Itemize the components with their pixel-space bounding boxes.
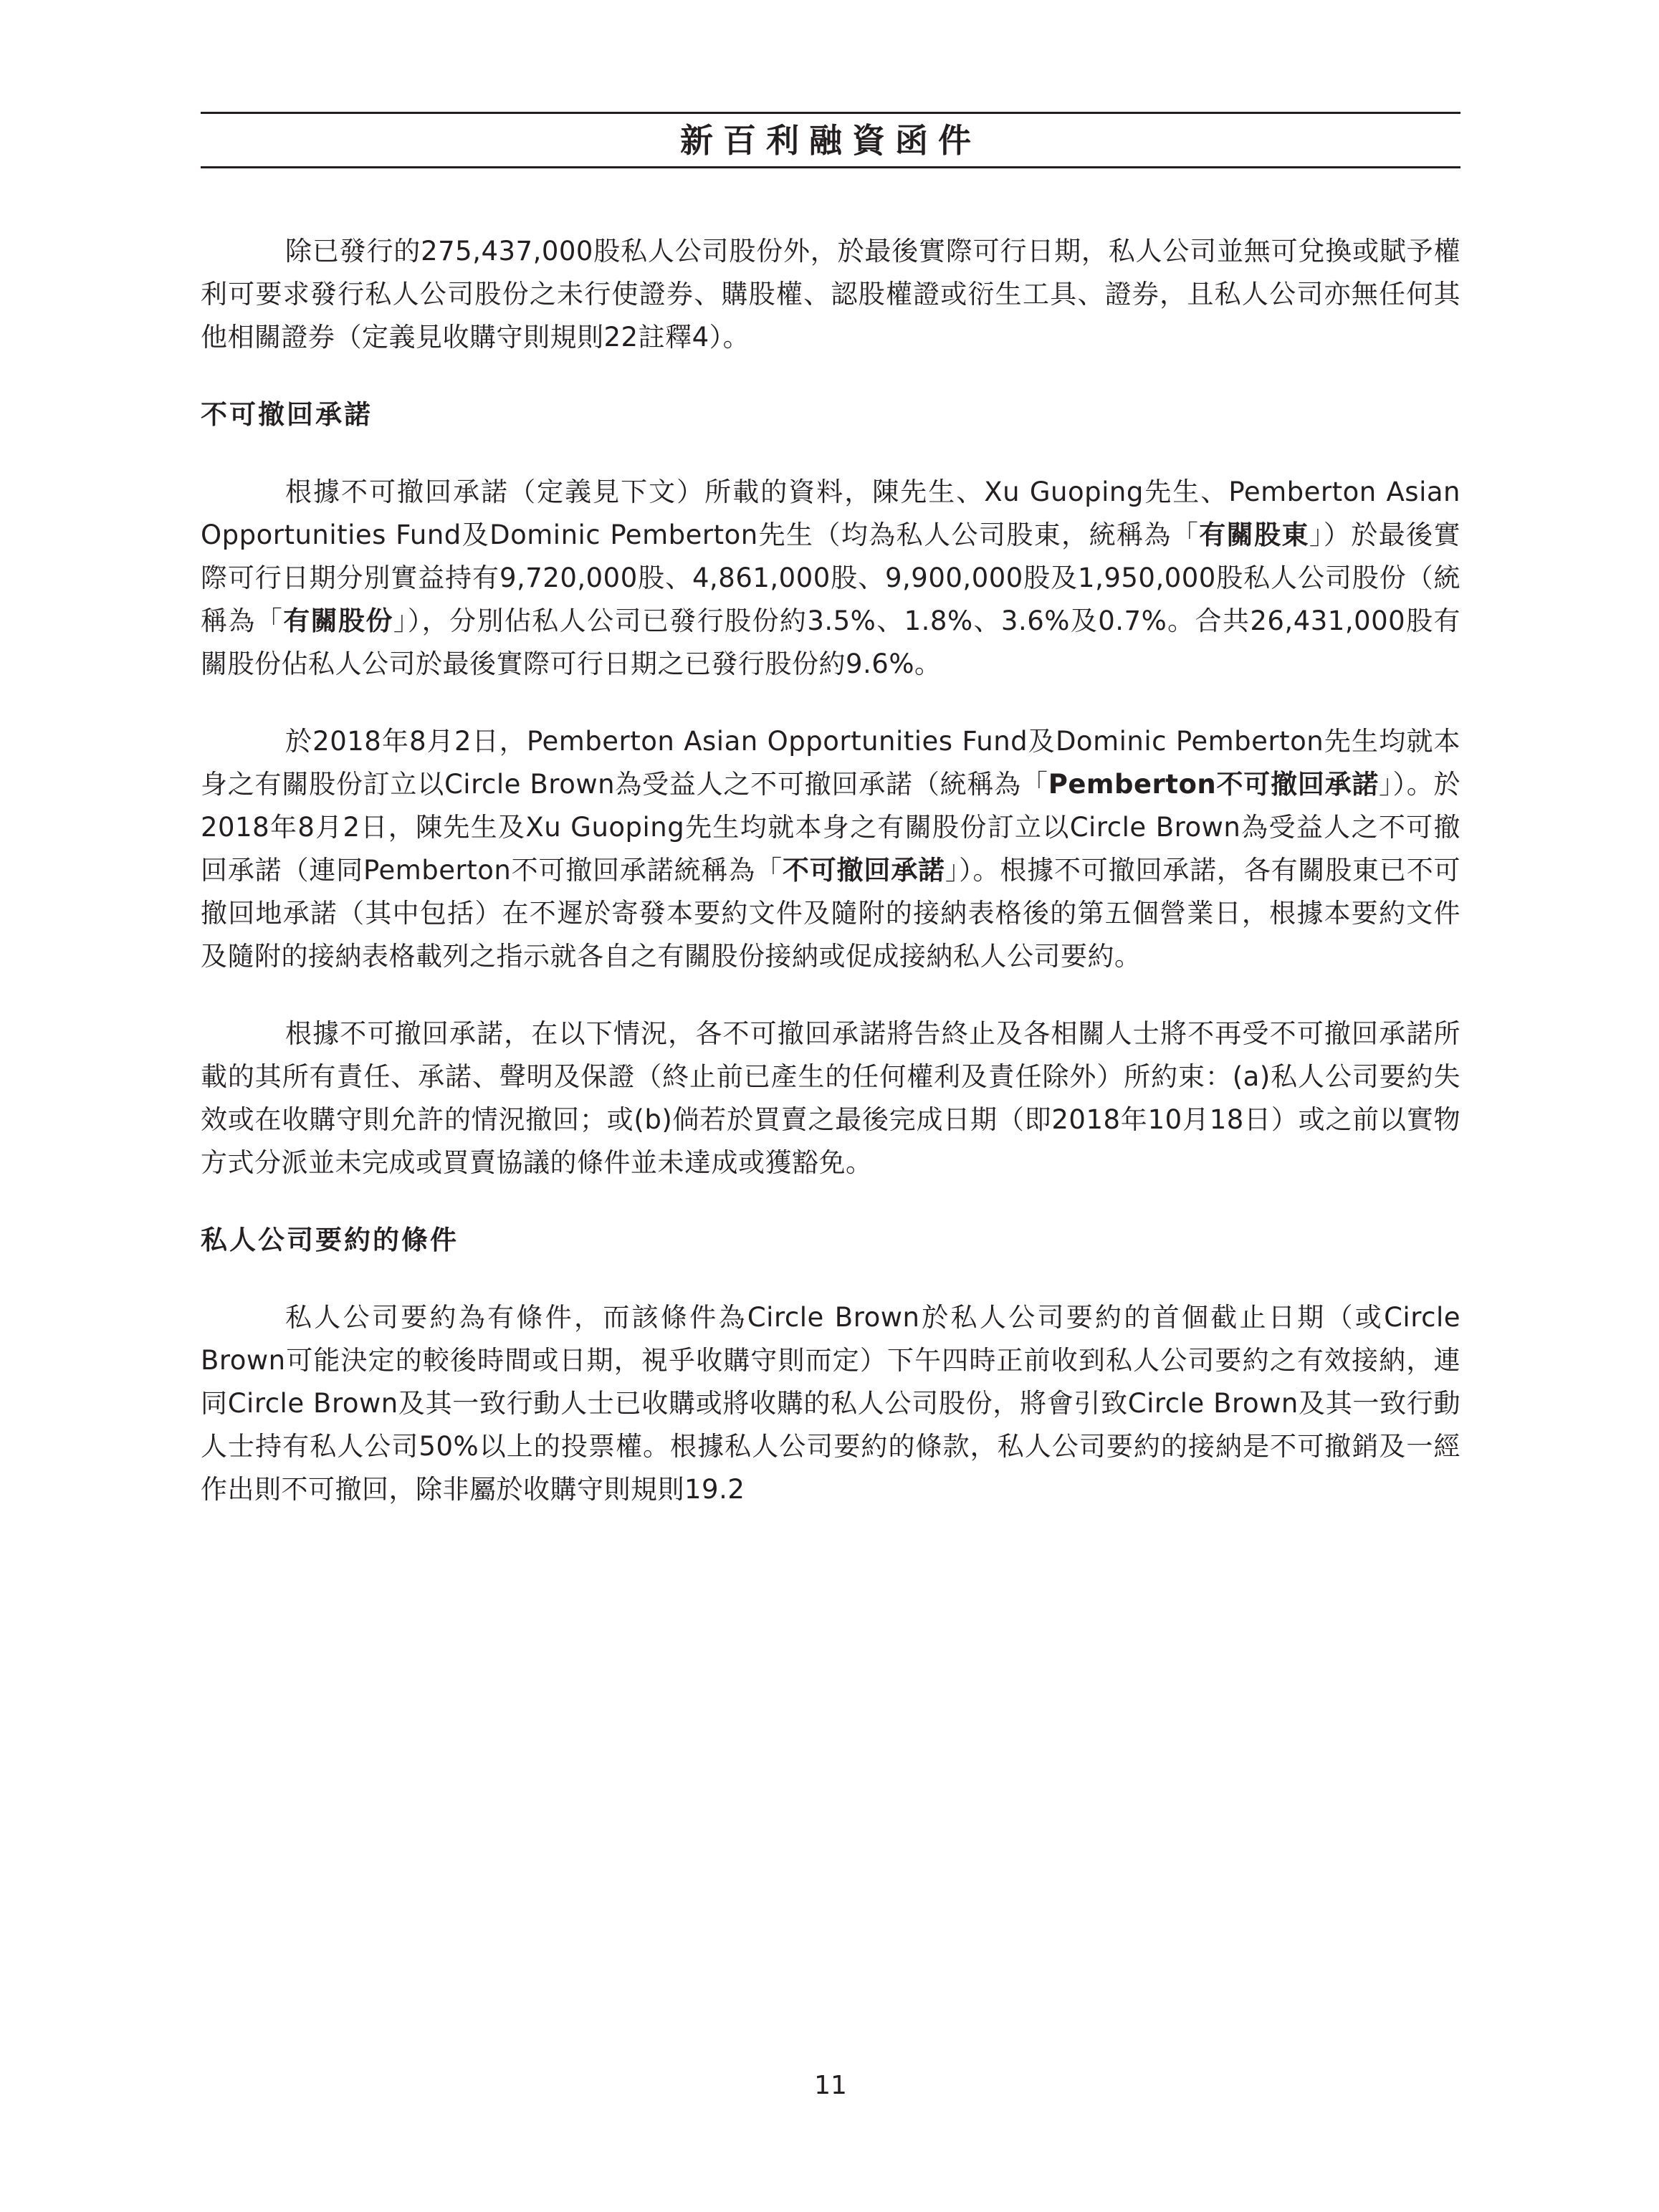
text-run: 」）於最後實際可行日期分別實益持有9,720,000股、4,861,000股、9,900,000股及1,950,000股私人公司股份（統稱為「 [201,520,1461,636]
paragraph-offer-conditions: 私人公司要約為有條件，而該條件為Circle Brown於私人公司要約的首個截止日期（或Circle Brown可能決定的較後時間或日期，視乎收購守則而定）下午四時正前收到私人公司要約之有效接納，連同Circle Brown及其一致行動人士已收購或將收購的私人公司股份，將會引致Circle Brown及其一致行動人士持有私人公司50%以上的投票權。根據私人公司要約的條款，私人公司要約的接納是不可撤銷及一經作出則不可撤回，除非屬於收購守則規則19.2 [201,1302,1460,1505]
header-bottom-rule [201,166,1460,168]
document-body [201,230,1460,1546]
page-number: 11 [814,2071,847,2100]
text-run: 」），分別佔私人公司已發行股份約3.5%、1.8%、3.6%及0.7%。合共26,431,000股有關股份佔私人公司於最後實際可行日期之已發行股份約9.6%。 [201,605,1461,679]
page-header-title: 新百利融資函件 [680,121,981,160]
paragraph-termination: 根據不可撤回承諾，在以下情況，各不可撤回承諾將告終止及各相關人士將不再受不可撤回承諾所載的其所有責任、承諾、聲明及保證（終止前已產生的任何權利及責任除外）所約束：(a)私人公司要約失效或在收購守則允許的情況撤回；或(b)倘若於買賣之最後完成日期（即2018年10月18日）或之前以實物方式分派並未完成或買賣協議的條件並未達成或獲豁免。 [201,1018,1460,1178]
paragraph-share-capital: 除已發行的275,437,000股私人公司股份外，於最後實際可行日期，私人公司並無可兌換或賦予權利可要求發行私人公司股份之未行使證券、購股權、認股權證或衍生工具、證券，且私人公司亦無任何其他相關證券（定義見收購守則規則22註釋4）。 [201,236,1460,353]
section-heading-offer-conditions: 私人公司要約的條件 [201,1225,459,1255]
text-run: 」）。於2018年8月2日，陳先生及Xu Guoping先生均就本身之有關股份訂立以Circle Brown為受益人之不可撤回承諾（連同Pemberton不可撤回承諾統稱為「 [201,769,1460,886]
section-heading-irrevocable-undertakings: 不可撤回承諾 [201,399,373,430]
text-run: 」）。根據不可撤回承諾，各有關股東已不可撤回地承諾（其中包括）在不遲於寄發本要約文件及隨附的接納表格後的第五個營業日，根據本要約文件及隨附的接納表格載列之指示就各自之有關股份接納或促成接納私人公司要約。 [201,855,1461,972]
document-page [201,112,1460,2161]
paragraph-undertakings-details [201,720,1460,978]
defined-term-irrevocable-undertakings: 不可撤回承諾 [782,855,945,886]
text-run: 於2018年8月2日，Pemberton Asian Opportunities Fund及Dominic Pemberton先生均就本身之有關股份訂立以Circle Brown為受益人之不可撤回承諾（統稱為「 [201,726,1460,800]
text-run: 根據不可撤回承諾（定義見下文）所載的資料，陳先生、Xu Guoping先生、Pemberton Asian Opportunities Fund及Dominic Pemberton先生（均為私人公司股東，統稱為「 [201,477,1460,550]
header-top-rule [201,112,1460,114]
defined-term-relevant-shareholders: 有關股東 [1199,520,1309,550]
paragraph-relevant-shareholders [201,471,1460,686]
defined-term-relevant-shares: 有關股份 [283,605,393,636]
defined-term-pemberton-undertakings: Pemberton不可撤回承諾 [1048,769,1380,800]
